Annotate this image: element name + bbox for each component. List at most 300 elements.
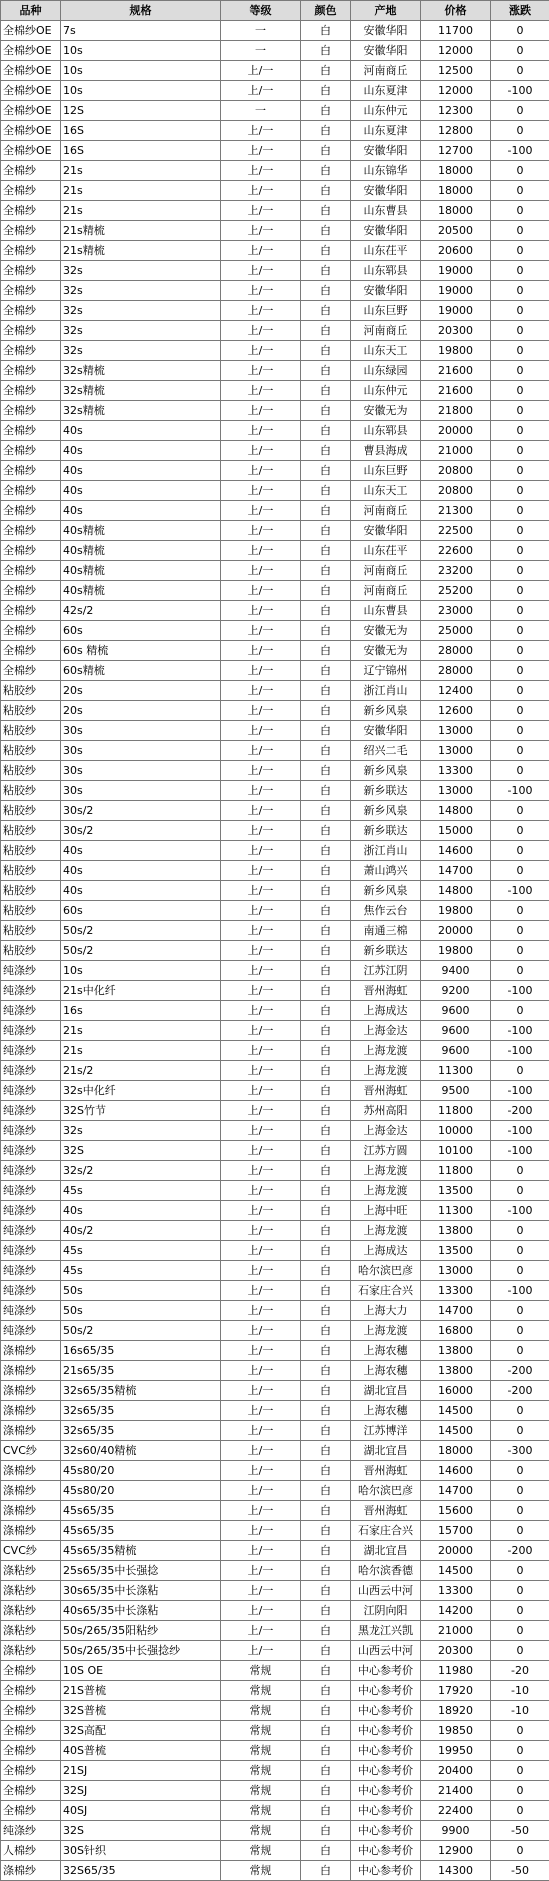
cell-change: -200 [491,1381,549,1401]
cell-price: 14700 [421,861,491,881]
cell-variety: 全棉纱OE [1,121,61,141]
cell-spec: 21SJ [61,1761,221,1781]
cell-spec: 30S针织 [61,1841,221,1861]
cell-change: 0 [491,821,549,841]
cell-price: 11980 [421,1661,491,1681]
cell-change: 0 [491,1641,549,1661]
cell-price: 13000 [421,1261,491,1281]
cell-variety: 全棉纱OE [1,141,61,161]
cell-spec: 50s/265/35阳粘纱 [61,1621,221,1641]
cell-variety: 全棉纱 [1,481,61,501]
cell-origin: 山东锦华 [351,161,421,181]
table-row [1,1241,549,1261]
cell-origin: 安徽华阳 [351,221,421,241]
cell-variety: 涤粘纱 [1,1561,61,1581]
cell-color: 白 [301,401,351,421]
cell-color: 白 [301,421,351,441]
cell-price: 25200 [421,581,491,601]
cell-price: 13000 [421,741,491,761]
cell-price: 20800 [421,461,491,481]
cell-variety: 纯涤纱 [1,961,61,981]
cell-variety: 全棉纱 [1,341,61,361]
cell-color: 白 [301,581,351,601]
cell-color: 白 [301,341,351,361]
cell-spec: 45s [61,1261,221,1281]
cell-grade: 上/一 [221,1081,301,1101]
cell-variety: 纯涤纱 [1,1001,61,1021]
cell-grade: 上/一 [221,801,301,821]
cell-variety: 粘胶纱 [1,901,61,921]
cell-spec: 40s65/35中长涤粘 [61,1601,221,1621]
cell-grade: 上/一 [221,1101,301,1121]
cell-price: 9400 [421,961,491,981]
cell-spec: 32s中化纤 [61,1081,221,1101]
table-row [1,641,549,661]
cell-grade: 上/一 [221,661,301,681]
cell-variety: 全棉纱 [1,301,61,321]
cell-variety: 全棉纱 [1,641,61,661]
cell-origin: 山东郓县 [351,421,421,441]
cell-grade: 上/一 [221,981,301,1001]
cell-color: 白 [301,461,351,481]
table-row [1,461,549,481]
cell-spec: 32s [61,301,221,321]
cell-variety: 纯涤纱 [1,1241,61,1261]
cell-grade: 上/一 [221,921,301,941]
cell-origin: 上海农穗 [351,1361,421,1381]
cell-origin: 晋州海虹 [351,1501,421,1521]
cell-spec: 40s精梳 [61,521,221,541]
cell-variety: 全棉纱 [1,421,61,441]
cell-change: 0 [491,221,549,241]
cell-price: 19000 [421,301,491,321]
cell-price: 12600 [421,701,491,721]
cell-variety: 全棉纱 [1,541,61,561]
cell-color: 白 [301,501,351,521]
cell-grade: 上/一 [221,341,301,361]
cell-price: 13800 [421,1341,491,1361]
cell-spec: 50s/265/35中长强捻纱 [61,1641,221,1661]
cell-color: 白 [301,1661,351,1681]
cell-variety: 纯涤纱 [1,981,61,1001]
cell-origin: 新乡风泉 [351,761,421,781]
table-row [1,1521,549,1541]
cell-change: -100 [491,1081,549,1101]
cell-change: 0 [491,1481,549,1501]
cell-grade: 上/一 [221,261,301,281]
cell-spec: 40s [61,1201,221,1221]
cell-variety: 全棉纱 [1,621,61,641]
cell-change: -100 [491,981,549,1001]
table-row [1,921,549,941]
cell-spec: 32S竹节 [61,1101,221,1121]
cell-price: 18920 [421,1701,491,1721]
cell-origin: 晋州海虹 [351,981,421,1001]
cell-price: 9600 [421,1021,491,1041]
cell-color: 白 [301,1261,351,1281]
cell-color: 白 [301,1081,351,1101]
cell-price: 21000 [421,441,491,461]
cell-spec: 10s [61,61,221,81]
table-row [1,261,549,281]
cell-color: 白 [301,141,351,161]
cell-origin: 湖北宜昌 [351,1381,421,1401]
cell-change: 0 [491,181,549,201]
cell-price: 14200 [421,1601,491,1621]
table-row [1,101,549,121]
cell-spec: 32S高配 [61,1721,221,1741]
cell-origin: 上海金达 [351,1121,421,1141]
cell-color: 白 [301,1841,351,1861]
header-change: 涨跌 [491,1,549,21]
cell-variety: 纯涤纱 [1,1161,61,1181]
cell-color: 白 [301,621,351,641]
cell-change: 0 [491,1521,549,1541]
cell-grade: 上/一 [221,821,301,841]
cell-spec: 32s/2 [61,1161,221,1181]
cell-grade: 上/一 [221,1301,301,1321]
cell-spec: 21s中化纤 [61,981,221,1001]
cell-color: 白 [301,301,351,321]
cell-variety: 全棉纱 [1,1681,61,1701]
cell-color: 白 [301,1461,351,1481]
cell-spec: 32S65/35 [61,1861,221,1881]
cell-spec: 32s [61,321,221,341]
cell-grade: 上/一 [221,781,301,801]
table-row [1,1781,549,1801]
cell-variety: 全棉纱 [1,1801,61,1821]
table-row [1,61,549,81]
cell-origin: 安徽无为 [351,641,421,661]
cell-change: 0 [491,681,549,701]
cell-grade: 上/一 [221,441,301,461]
cell-change: 0 [491,1181,549,1201]
header-spec: 规格 [61,1,221,21]
cell-color: 白 [301,1361,351,1381]
cell-change: 0 [491,1561,549,1581]
cell-change: -100 [491,141,549,161]
cell-variety: 涤粘纱 [1,1641,61,1661]
table-row [1,1621,549,1641]
cell-origin: 萧山鸿兴 [351,861,421,881]
cell-spec: 30s [61,781,221,801]
cell-origin: 浙江肖山 [351,681,421,701]
cell-change: 0 [491,481,549,501]
table-row [1,601,549,621]
cell-variety: 涤棉纱 [1,1861,61,1881]
cell-price: 10100 [421,1141,491,1161]
cell-variety: 涤棉纱 [1,1521,61,1541]
cell-origin: 晋州海虹 [351,1081,421,1101]
cell-change: 0 [491,1401,549,1421]
cell-color: 白 [301,1101,351,1121]
cell-grade: 上/一 [221,1321,301,1341]
cell-spec: 32s [61,261,221,281]
table-row [1,581,549,601]
cell-change: 0 [491,501,549,521]
cell-variety: 全棉纱 [1,441,61,461]
cell-color: 白 [301,241,351,261]
cell-color: 白 [301,361,351,381]
cell-grade: 上/一 [221,961,301,981]
cell-variety: 全棉纱 [1,581,61,601]
table-row [1,561,549,581]
cell-origin: 焦作云台 [351,901,421,921]
cell-price: 28000 [421,661,491,681]
cell-change: 0 [491,21,549,41]
cell-price: 22500 [421,521,491,541]
cell-grade: 上/一 [221,1621,301,1641]
cell-price: 12900 [421,1841,491,1861]
cell-spec: 32s65/35 [61,1421,221,1441]
cell-origin: 河南商丘 [351,61,421,81]
cell-change: 0 [491,441,549,461]
cell-change: 0 [491,1461,549,1481]
cell-price: 13300 [421,761,491,781]
cell-color: 白 [301,281,351,301]
cell-variety: 粘胶纱 [1,681,61,701]
table-row [1,1141,549,1161]
table-row [1,1301,549,1321]
cell-spec: 32s [61,1121,221,1141]
cell-grade: 上/一 [221,1281,301,1301]
cell-grade: 上/一 [221,941,301,961]
cell-origin: 辽宁锦州 [351,661,421,681]
cell-price: 12300 [421,101,491,121]
cell-change: 0 [491,921,549,941]
cell-origin: 河南商丘 [351,581,421,601]
cell-variety: 全棉纱 [1,1741,61,1761]
cell-spec: 21s精梳 [61,221,221,241]
cell-variety: 全棉纱 [1,161,61,181]
cell-grade: 上/一 [221,1241,301,1261]
cell-price: 18000 [421,181,491,201]
cell-price: 9900 [421,1821,491,1841]
cell-change: -200 [491,1101,549,1121]
cell-grade: 上/一 [221,741,301,761]
cell-variety: 粘胶纱 [1,761,61,781]
table-row [1,481,549,501]
table-row [1,281,549,301]
cell-price: 13500 [421,1241,491,1261]
cell-color: 白 [301,21,351,41]
table-row [1,1281,549,1301]
cell-spec: 21s [61,161,221,181]
cell-spec: 30s/2 [61,821,221,841]
cell-grade: 上/一 [221,1021,301,1041]
cell-color: 白 [301,1741,351,1761]
cell-origin: 南通三棉 [351,921,421,941]
cell-color: 白 [301,941,351,961]
cell-spec: 40s [61,501,221,521]
cell-spec: 40s [61,841,221,861]
cell-change: -100 [491,81,549,101]
table-row [1,741,549,761]
cell-price: 19800 [421,901,491,921]
cell-color: 白 [301,381,351,401]
cell-origin: 绍兴二毛 [351,741,421,761]
cell-price: 21800 [421,401,491,421]
table-row [1,421,549,441]
cell-change: 0 [491,1061,549,1081]
cell-change: 0 [491,341,549,361]
cell-color: 白 [301,1421,351,1441]
cell-change: 0 [491,41,549,61]
cell-variety: 全棉纱OE [1,81,61,101]
cell-variety: 涤粘纱 [1,1621,61,1641]
cell-grade: 上/一 [221,301,301,321]
cell-variety: 纯涤纱 [1,1081,61,1101]
table-row [1,1861,549,1881]
cell-change: 0 [491,1321,549,1341]
cell-spec: 40s [61,421,221,441]
cell-grade: 上/一 [221,1461,301,1481]
table-row [1,821,549,841]
cell-grade: 上/一 [221,1501,301,1521]
cell-change: -100 [491,1041,549,1061]
cell-price: 23000 [421,601,491,621]
table-row [1,1661,549,1681]
cell-change: 0 [491,1841,549,1861]
cell-spec: 32s65/35 [61,1401,221,1421]
cell-spec: 21s精梳 [61,241,221,261]
cell-spec: 32S普梳 [61,1701,221,1721]
cell-grade: 常规 [221,1781,301,1801]
cell-origin: 安徽华阳 [351,521,421,541]
cell-grade: 常规 [221,1841,301,1861]
cell-spec: 32SJ [61,1781,221,1801]
cell-color: 白 [301,541,351,561]
cell-color: 白 [301,1801,351,1821]
cell-color: 白 [301,901,351,921]
cell-origin: 山东仲元 [351,381,421,401]
cell-change: 0 [491,281,549,301]
cell-change: 0 [491,801,549,821]
cell-spec: 21s65/35 [61,1361,221,1381]
cell-grade: 上/一 [221,1341,301,1361]
cell-grade: 一 [221,21,301,41]
cell-color: 白 [301,1181,351,1201]
cell-grade: 常规 [221,1721,301,1741]
header-origin: 产地 [351,1,421,21]
cell-origin: 安徽华阳 [351,721,421,741]
cell-change: -50 [491,1821,549,1841]
cell-grade: 上/一 [221,161,301,181]
cell-origin: 江苏博洋 [351,1421,421,1441]
cell-spec: 32S [61,1821,221,1841]
cell-change: 0 [491,1241,549,1261]
cell-variety: 全棉纱 [1,261,61,281]
cell-variety: 涤棉纱 [1,1461,61,1481]
cell-variety: 全棉纱 [1,181,61,201]
cell-change: 0 [491,1761,549,1781]
table-row [1,181,549,201]
cell-spec: 10s [61,81,221,101]
table-row [1,1501,549,1521]
cell-origin: 山东茌平 [351,541,421,561]
cell-origin: 安徽华阳 [351,141,421,161]
cell-origin: 哈尔滨香德 [351,1561,421,1581]
cell-change: 0 [491,1001,549,1021]
cell-color: 白 [301,601,351,621]
cell-spec: 20s [61,701,221,721]
cell-grade: 上/一 [221,121,301,141]
cell-grade: 上/一 [221,481,301,501]
cell-price: 13500 [421,1181,491,1201]
cell-spec: 20s [61,681,221,701]
cell-origin: 上海金达 [351,1021,421,1041]
header-color: 颜色 [301,1,351,21]
cell-color: 白 [301,1621,351,1641]
cell-price: 14700 [421,1301,491,1321]
cell-price: 25000 [421,621,491,641]
table-row [1,121,549,141]
cell-price: 14600 [421,1461,491,1481]
cell-grade: 上/一 [221,361,301,381]
table-row [1,1401,549,1421]
cell-variety: 全棉纱 [1,521,61,541]
cell-color: 白 [301,1001,351,1021]
cell-change: -100 [491,1201,549,1221]
cell-price: 22400 [421,1801,491,1821]
cell-change: 0 [491,961,549,981]
table-row [1,901,549,921]
cell-origin: 新乡风泉 [351,701,421,721]
cell-origin: 安徽无为 [351,401,421,421]
cell-change: -100 [491,1021,549,1041]
cell-variety: 纯涤纱 [1,1141,61,1161]
table-row [1,941,549,961]
cell-change: -100 [491,781,549,801]
cell-change: 0 [491,1601,549,1621]
cell-change: 0 [491,1581,549,1601]
cell-origin: 哈尔滨巴彦 [351,1481,421,1501]
cell-spec: 45s [61,1241,221,1261]
cell-variety: 纯涤纱 [1,1821,61,1841]
cell-color: 白 [301,961,351,981]
cell-price: 21600 [421,361,491,381]
cell-spec: 40s [61,861,221,881]
cell-variety: 粘胶纱 [1,821,61,841]
cell-price: 10000 [421,1121,491,1141]
cell-spec: 21s [61,181,221,201]
table-row [1,1221,549,1241]
cell-grade: 常规 [221,1821,301,1841]
table-row [1,1481,549,1501]
cell-origin: 河南商丘 [351,501,421,521]
cell-origin: 山东天工 [351,481,421,501]
cell-variety: 粘胶纱 [1,841,61,861]
cell-grade: 常规 [221,1801,301,1821]
cell-color: 白 [301,1641,351,1661]
cell-price: 12700 [421,141,491,161]
cell-price: 11800 [421,1101,491,1121]
cell-color: 白 [301,1381,351,1401]
cell-origin: 新乡风泉 [351,881,421,901]
table-row [1,1121,549,1141]
cell-origin: 安徽无为 [351,621,421,641]
table-row [1,1441,549,1461]
cell-origin: 安徽华阳 [351,281,421,301]
cell-change: 0 [491,941,549,961]
cell-grade: 上/一 [221,461,301,481]
header-variety: 品种 [1,1,61,21]
table-row [1,41,549,61]
cell-color: 白 [301,1481,351,1501]
table-row [1,1161,549,1181]
cell-origin: 中心参考价 [351,1661,421,1681]
cell-spec: 21s [61,1021,221,1041]
